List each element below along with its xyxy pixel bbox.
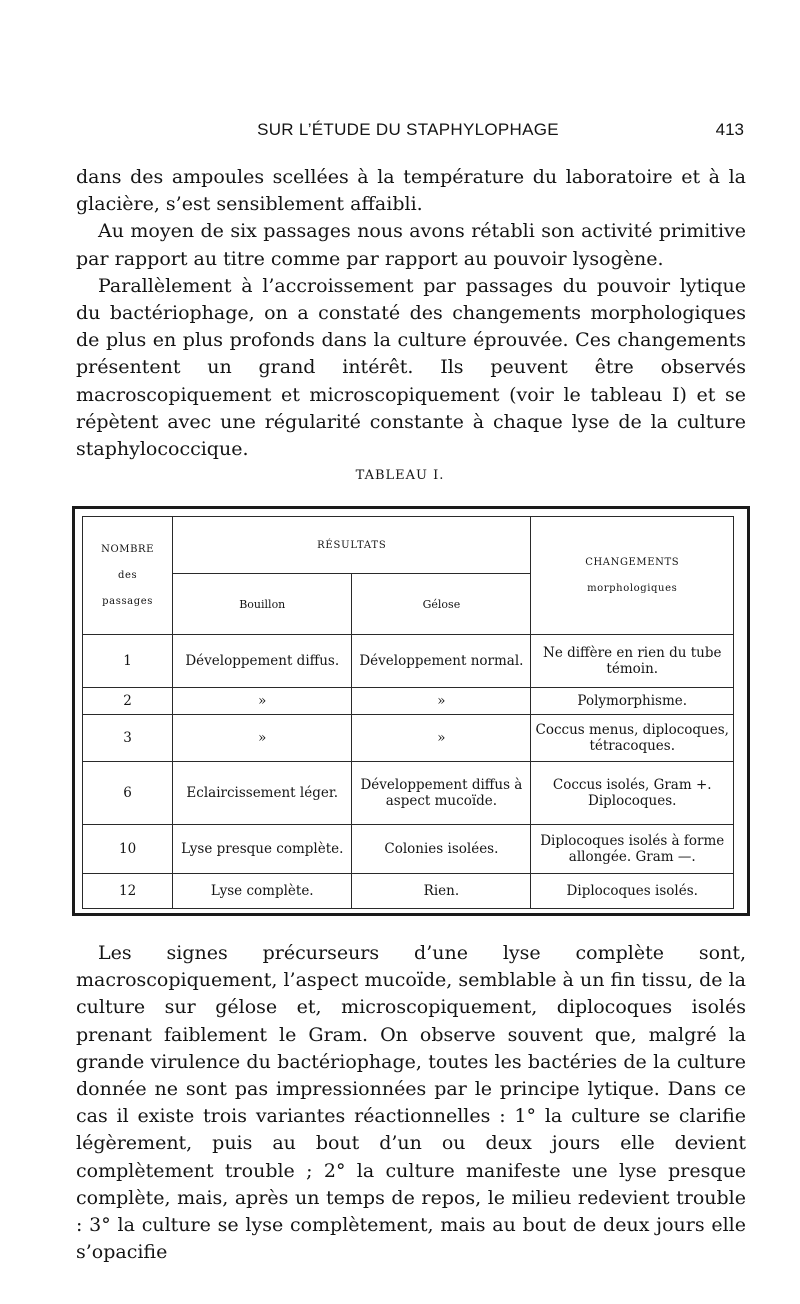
cell-gelose: Rien. <box>352 874 531 909</box>
cell-gelose: » <box>352 715 531 762</box>
table-row <box>83 688 734 715</box>
cell-bouillon: » <box>173 715 352 762</box>
cell-passages: 12 <box>83 874 173 909</box>
paragraph: Parallèlement à l’accroissement par passages du pouvoir lytique du bactériophage, on a constaté des changements morphologiques de plus en plus profonds dans la culture éprouvée. Ces changements présentent un grand intérêt. Ils peuvent être observés macroscopiquement et microscopiquement (voir le tableau I) et se répètent avec une régularité constante à chaque lyse de la culture staphylococcique. <box>76 274 746 461</box>
header-gelose: Gélose <box>352 574 531 635</box>
header-passages <box>83 517 173 635</box>
header-changes-line: CHANGEMENTS <box>585 556 680 568</box>
table-row <box>83 635 734 688</box>
cell-changes: Ne diffère en rien du tube témoin. <box>531 635 734 688</box>
cell-changes: Polymorphisme. <box>531 688 734 715</box>
cell-changes: Coccus menus, diplocoques, tétracoques. <box>531 715 734 762</box>
cell-passages: 10 <box>83 825 173 874</box>
header-passages-line: des <box>117 569 138 581</box>
header-results: RÉSULTATS <box>173 517 531 574</box>
table-row <box>83 874 734 909</box>
running-title: SUR L’ÉTUDE DU STAPHYLOPHAGE <box>257 120 559 139</box>
cell-changes: Diplocoques isolés à forme allongée. Gram —. <box>531 825 734 874</box>
cell-passages: 1 <box>83 635 173 688</box>
results-table <box>82 516 734 909</box>
header-passages-line: passages <box>102 595 153 607</box>
paragraph: dans des ampoules scellées à la température du laboratoire et à la glacière, s’est sensiblement affaibli. <box>76 166 746 216</box>
table-header-row <box>83 517 734 574</box>
table-caption: TABLEAU I. <box>355 468 445 483</box>
header-changes-line: morphologiques <box>587 582 678 594</box>
cell-passages: 6 <box>83 762 173 825</box>
cell-passages: 2 <box>83 688 173 715</box>
running-head <box>72 118 744 144</box>
cell-bouillon: Eclaircissement léger. <box>173 762 352 825</box>
page-number: 413 <box>715 120 744 139</box>
cell-changes: Diplocoques isolés. <box>531 874 734 909</box>
table-row <box>83 715 734 762</box>
cell-gelose: Développement normal. <box>352 635 531 688</box>
cell-bouillon: Lyse presque complète. <box>173 825 352 874</box>
cell-bouillon: Lyse complète. <box>173 874 352 909</box>
paragraph: Les signes précurseurs d’une lyse complète sont, macroscopiquement, l’aspect mucoïde, semblable à un fin tissu, de la culture sur gélose et, microscopiquement, diplocoques isolés prenant faiblement le Gram. On observe souvent que, malgré la grande virulence du bactériophage, toutes les bactéries de la culture donnée ne sont pas impressionnées par le principe lytique. Dans ce cas il existe trois variantes réactionnelles : 1° la culture se clarifie légèrement, puis au bout d’un ou deux jours elle devient complètement trouble ; 2° la culture manifeste une lyse presque complète, mais, après un temps de repos, le milieu redevient trouble : 3° la culture se lyse complètement, mais au bout de deux jours elle s’opacifie <box>76 942 746 1264</box>
body-text-top <box>76 164 746 463</box>
header-passages-line: NOMBRE <box>101 543 155 555</box>
cell-passages: 3 <box>83 715 173 762</box>
header-bouillon: Bouillon <box>173 574 352 635</box>
header-changes <box>531 517 734 635</box>
body-text-bottom <box>76 940 746 1266</box>
cell-bouillon: » <box>173 688 352 715</box>
table-row <box>83 825 734 874</box>
cell-gelose: » <box>352 688 531 715</box>
cell-gelose: Développement diffus à aspect mucoïde. <box>352 762 531 825</box>
table-row <box>83 762 734 825</box>
cell-gelose: Colonies isolées. <box>352 825 531 874</box>
cell-changes: Coccus isolés, Gram +. Diplocoques. <box>531 762 734 825</box>
paragraph: Au moyen de six passages nous avons rétabli son activité primitive par rapport au titre comme par rapport au pouvoir lysogène. <box>76 220 746 270</box>
cell-bouillon: Développement diffus. <box>173 635 352 688</box>
